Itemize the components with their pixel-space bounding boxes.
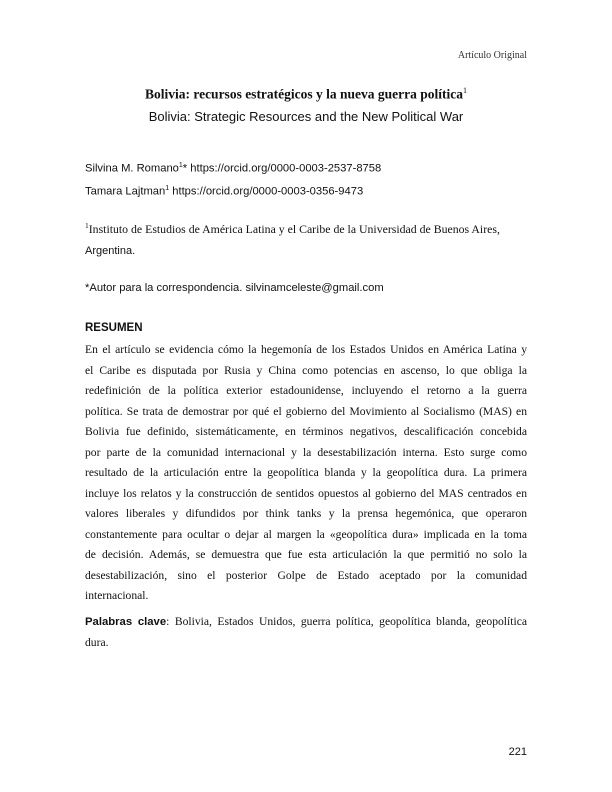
abstract-line: política. Se trata de demostrar por qué el gobierno del Movimiento al Socialismo (MAS) en: [85, 404, 527, 418]
affiliation-country: Argentina.: [85, 244, 136, 257]
abstract-line: constantemente para ocultar o dejar al margen la «geopolítica dura» implicada en la toma: [85, 527, 527, 541]
abstract-line: En el artículo se evidencia cómo la hegemonía de los Estados Unidos en América Latina y: [85, 343, 527, 356]
author-affiliation-marker: 1: [178, 162, 183, 169]
keywords-text: : Bolivia, Estados Unidos, guerra política, geopolítica blanda, geopolítica dura.: [85, 615, 527, 649]
abstract-line: Bolivia fue definido, sistemáticamente, en términos negativos, descalificación concebida: [85, 425, 527, 438]
abstract-line: internacional.: [85, 589, 149, 602]
author-orcid-link[interactable]: https://orcid.org/0000-0003-2537-8758: [190, 162, 382, 175]
author-affiliation-marker: 1: [165, 184, 170, 192]
abstract-line: el Caribe es disputada por Rusia y China como potencias en ascenso, lo que obliga la: [85, 363, 527, 377]
corresponding-author-marker: *: [182, 162, 188, 175]
author-orcid-link[interactable]: https://orcid.org/0000-0003-0356-9473: [172, 185, 364, 198]
title-footnote-marker: 1: [463, 86, 468, 95]
author-entry: [85, 179, 381, 202]
title-spanish-text: Bolivia: recursos estratégicos y la nueva guerra política: [144, 86, 464, 102]
article-type-label: Artículo Original: [457, 50, 527, 61]
affiliation: [85, 215, 527, 262]
author-list: [85, 156, 381, 201]
abstract-line: de decisión. Además, se demuestra que fue esta articulación la que permitió no solo la: [85, 548, 527, 561]
author-name: Tamara Lajtman: [85, 185, 166, 198]
page-number: 221: [508, 746, 527, 758]
abstract-body: [85, 340, 527, 607]
title-spanish: [0, 86, 612, 103]
keywords: [85, 612, 527, 653]
abstract-line: por parte de la comunidad internacional y la desestabilización interna. Esto surge como: [85, 445, 527, 459]
keywords-label: Palabras clave: [85, 616, 167, 628]
abstract-line: redefinición de la política exterior estadounidense, incluyendo el retorno a la guerra: [85, 384, 527, 397]
abstract-line: valores liberales y difundidos por think tanks y la prensa hegemónica, que operaron: [85, 507, 527, 520]
abstract-line: incluye los relatos y la construcción de sentidos opuestos al gobierno del MAS centrados en: [85, 486, 527, 500]
abstract-line: desestabilización, sino el posterior Golpe de Estado aceptado por la comunidad: [85, 568, 527, 582]
author-entry: [85, 156, 381, 179]
abstract-line: resultado de la articulación entre la geopolítica blanda y la geopolítica dura. La primera: [85, 466, 527, 479]
affiliation-text: Instituto de Estudios de América Latina y el Caribe de la Universidad de Buenos Aires,: [88, 221, 500, 236]
correspondence-note: *Autor para la correspondencia. silvinamceleste@gmail.com: [85, 282, 384, 294]
author-name: Silvina M. Romano: [85, 162, 179, 175]
abstract-heading: RESUMEN: [85, 322, 143, 334]
affiliation-marker: 1: [85, 221, 89, 230]
title-english: Bolivia: Strategic Resources and the New Political War: [148, 109, 464, 124]
